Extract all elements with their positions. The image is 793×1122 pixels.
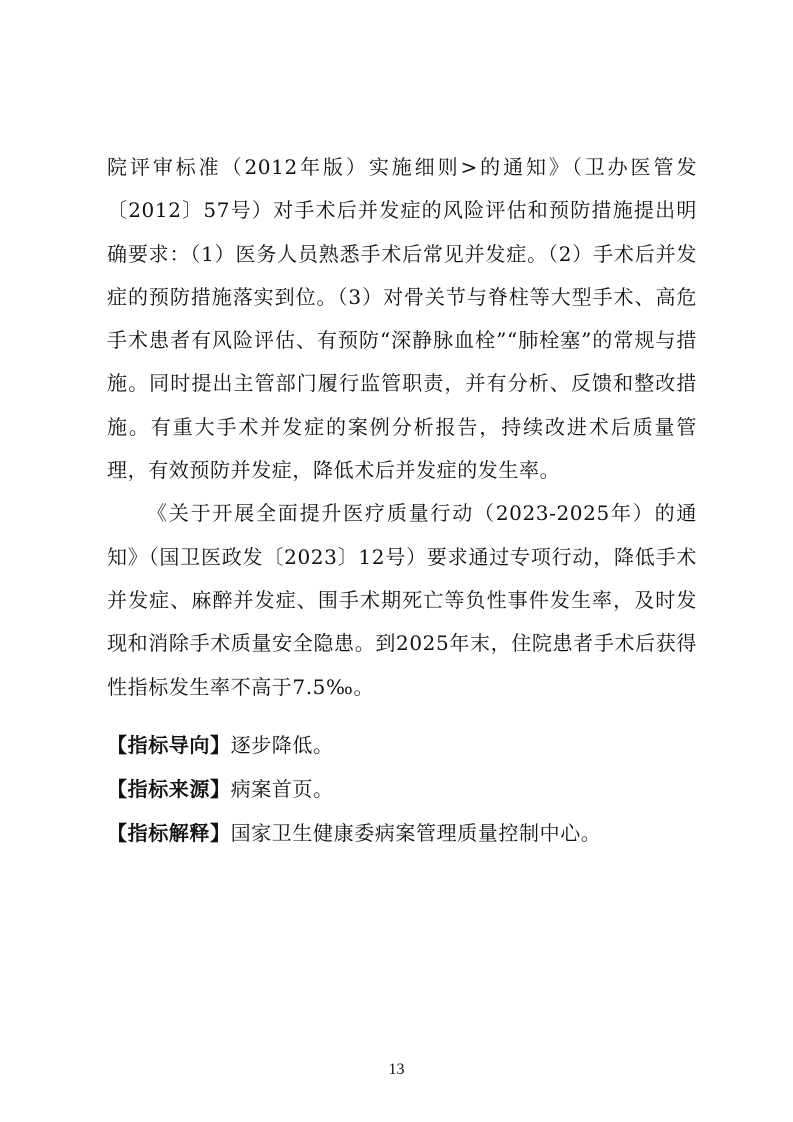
indicator-direction [107,733,697,757]
indicator-source-value: 病案首页。 [230,776,334,801]
indicator-interpretation-label: 【指标解释】 [107,820,231,845]
paragraph-standard-requirements: 院评审标准（2012年版）实施细则>的通知》（卫办医管发〔2012〕57号）对手术后并发症的风险评估和预防措施提出明确要求：（1）医务人员熟悉手术后常见并发症。（2）手术后并发症的预防措施落实到位。（3）对骨关节与脊柱等大型手术、高危手术患者有风险评估、有预防“深静脉血栓”“肺栓塞”的常规与措施。同时提出主管部门履行监管职责，并有分析、反馈和整改措施。有重大手术并发症的案例分析报告，持续改进术后质量管理，有效预防并发症，降低术后并发症的发生率。 [107,155,697,483]
paragraph-quality-action-notice: 《关于开展全面提升医疗质量行动（2023-2025年）的通知》（国卫医政发〔2023〕12号）要求通过专项行动，降低手术并发症、麻醉并发症、围手术期死亡等负性事件发生率，及时发现和消除手术质量安全隐患。到2025年末，住院患者手术后获得性指标发生率不高于7.5‰。 [107,501,697,699]
indicator-direction-value: 逐步降低。 [230,732,334,757]
page-number: 13 [388,1061,405,1078]
indicator-direction-label: 【指标导向】 [107,732,231,757]
indicator-interpretation-value: 国家卫生健康委病案管理质量控制中心。 [230,820,602,845]
document-body [107,146,697,845]
indicator-source-label: 【指标来源】 [107,776,231,801]
indicator-interpretation [107,821,697,845]
indicator-source [107,777,697,801]
